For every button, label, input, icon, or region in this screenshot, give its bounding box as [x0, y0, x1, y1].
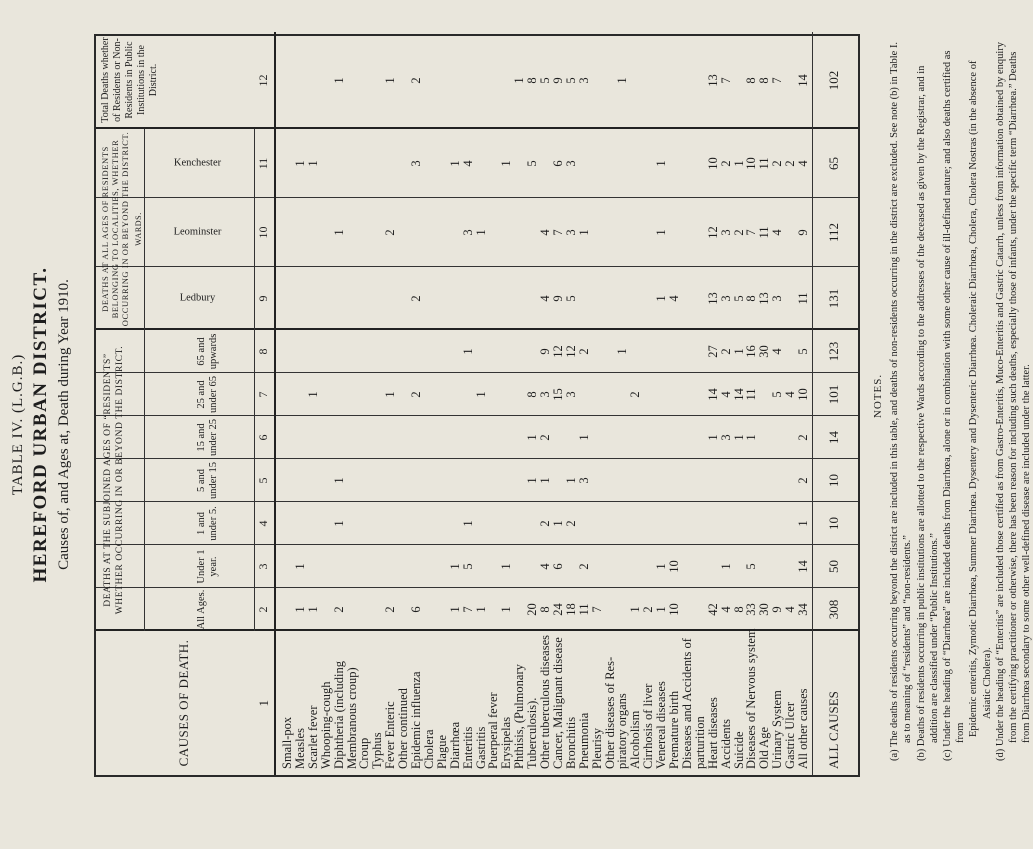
table-cell: 4: [718, 606, 733, 613]
table-cell: 2: [576, 563, 591, 570]
table-cell: 4: [538, 563, 552, 570]
table-cell: 27: [705, 345, 720, 358]
table-cell: 2: [409, 77, 423, 84]
table-cell: 1: [615, 348, 630, 355]
column-number: 11: [256, 157, 270, 170]
table-cell: 18: [563, 603, 578, 616]
table-cell: 3: [576, 477, 591, 484]
table-cell: 14: [705, 388, 720, 401]
cause-label: Erysipelas: [499, 716, 514, 769]
table-cell: 10: [796, 388, 810, 401]
table-cell: 16: [744, 345, 759, 358]
cause-label: Measles: [292, 728, 307, 769]
table-cell: 5: [525, 160, 540, 167]
table-cell: 9: [770, 606, 785, 613]
table-subtitle: Causes of, and Ages at, Death during Year 1910.: [56, 279, 72, 570]
cause-label: Accidents: [718, 719, 733, 769]
cause-label: Whooping-cough: [318, 681, 333, 769]
table-cell: 1: [718, 563, 733, 570]
table-cell: 5: [460, 563, 475, 570]
column-number: 10: [256, 226, 270, 239]
cause-label: Other diseases of Res-: [602, 656, 617, 769]
table-cell: 10: [667, 560, 681, 573]
table-cell: 1: [473, 229, 488, 236]
cause-label: Cholera: [421, 729, 436, 769]
table-cell: 8: [538, 606, 552, 613]
table-cell: 1: [383, 391, 398, 398]
totals-cell: 10: [826, 474, 841, 487]
table-cell: 1: [331, 520, 346, 527]
table-cell: 3: [718, 295, 733, 302]
column-number: 8: [256, 348, 270, 355]
table-cell: 4: [538, 229, 552, 236]
table-cell: 2: [718, 348, 733, 355]
cause-label: Epidemic influenza: [409, 671, 423, 769]
table-cell: 2: [383, 229, 398, 236]
table-cell: 1: [499, 563, 514, 570]
table-cell: 1: [563, 477, 578, 484]
totals-cell: 131: [826, 288, 841, 309]
table-cell: 2: [718, 160, 733, 167]
table-cell: 12: [563, 345, 578, 358]
age-column-header: All Ages.: [196, 589, 207, 630]
table-cell: 7: [589, 606, 604, 613]
table-cell: 4: [783, 391, 798, 398]
table-cell: 2: [383, 606, 398, 613]
table-cell: 1: [331, 477, 346, 484]
table-cell: 14: [731, 388, 746, 401]
table-cell: 10: [705, 157, 720, 170]
table-cell: 1: [731, 434, 746, 441]
table-cell: 11: [757, 226, 772, 239]
cause-label: Alcoholism: [628, 710, 643, 769]
cause-label: Croup: [357, 737, 372, 769]
cause-label: piratory organs: [615, 693, 630, 769]
table-cell: 4: [770, 348, 785, 355]
table-cell: 1: [796, 520, 810, 527]
table-cell: 4: [783, 606, 798, 613]
table-cell: 12: [705, 226, 720, 239]
table-cell: 1: [292, 160, 307, 167]
cause-label: Pleurisy: [589, 728, 604, 769]
table-cell: 1: [628, 606, 643, 613]
table-cell: 42: [705, 603, 720, 616]
table-cell: 10: [744, 157, 759, 170]
cause-label: Cirrhosis of liver: [641, 683, 656, 769]
ward-column-header: Ledbury: [179, 293, 216, 304]
table-cell: 1: [654, 295, 669, 302]
table-cell: 2: [796, 434, 810, 441]
cause-label: Gastric Ulcer: [783, 702, 798, 769]
cause-label: Pneumonia: [576, 712, 591, 769]
cause-label: Other tuberculous diseases: [538, 635, 552, 769]
table-cell: 3: [576, 77, 591, 84]
table-cell: 4: [667, 295, 681, 302]
cause-label: Puerperal fever: [486, 692, 501, 769]
table-cell: 1: [473, 606, 488, 613]
table-cell: 1: [331, 77, 346, 84]
table-cell: 1: [499, 606, 514, 613]
table-cell: 12: [550, 345, 565, 358]
table-cell: 1: [292, 606, 307, 613]
age-column-header: 15 and under 25: [196, 418, 219, 457]
table-cell: 30: [757, 603, 772, 616]
table-cell: 2: [628, 391, 643, 398]
table-cell: 10: [667, 603, 681, 616]
note-d: (d) Under the heading of “Enteritis” are included those certified as from Gastro-Enteritis, Muco-Enteritis and Gastric Catarrh, unless from information obtained by enquiry from the certifying practitioner or otherwise, there has been reason for including such deaths, especially those of infants, under the specific term “Diarrhœa.” Deaths from Diarrhœa secondary to some other well-defined disease are included under the latter.: [994, 41, 1033, 761]
note-a: (a) The deaths of residents occurring beyond the district are included in this table, and deaths of non-residents occurring in the district are excluded. See note (b) in Table I. as to meaning of “residents” and “non-residents.”: [889, 41, 914, 761]
table-cell: 8: [731, 606, 746, 613]
table-cell: 1: [460, 348, 475, 355]
table-cell: 2: [783, 160, 798, 167]
table-cell: 3: [718, 434, 733, 441]
totals-cell: 50: [826, 560, 841, 573]
column-number: 3: [256, 563, 270, 570]
wards-label: WARDS.: [134, 212, 143, 246]
table-cell: 4: [770, 229, 785, 236]
totals-cell: 308: [826, 599, 841, 620]
table-cell: 11: [576, 603, 591, 616]
table-cell: 3: [409, 160, 423, 167]
table-cell: 2: [796, 477, 810, 484]
table-cell: 7: [460, 606, 475, 613]
cause-label: parturition: [692, 716, 707, 769]
causes-column-header: CAUSES OF DEATH.: [176, 639, 191, 767]
cause-label: Gastritis: [473, 726, 488, 769]
table-cell: 1: [654, 229, 669, 236]
table-cell: 5: [731, 295, 746, 302]
table-cell: 3: [563, 160, 578, 167]
cause-label: Suicide: [731, 731, 746, 769]
cause-label: Diseases of Nervous system: [744, 628, 759, 769]
cause-label: Urinary System: [770, 690, 785, 769]
table-cell: 5: [744, 563, 759, 570]
table-cell: 2: [331, 606, 346, 613]
district-title: HEREFORD URBAN DISTRICT.: [30, 266, 51, 583]
totals-label: ALL CAUSES: [826, 691, 841, 769]
table-cell: 9: [550, 77, 565, 84]
table-cell: 1: [512, 77, 527, 84]
table-cell: 4: [796, 160, 810, 167]
table-cell: 3: [538, 391, 552, 398]
table-cell: 30: [757, 345, 772, 358]
table-cell: 8: [744, 77, 759, 84]
table-cell: 5: [563, 77, 578, 84]
table-cell: 1: [525, 434, 540, 441]
table-cell: 2: [409, 295, 423, 302]
totals-cell: 112: [826, 222, 841, 243]
cause-label: Membranous croup): [344, 667, 359, 769]
cause-label: Venereal diseases: [654, 681, 669, 769]
table-cell: 1: [383, 77, 398, 84]
table-cell: 11: [744, 388, 759, 401]
age-column-header: 5 and under 15: [196, 461, 219, 500]
cause-label: Premature birth: [667, 690, 681, 769]
table-cell: 13: [757, 292, 772, 305]
totals-cell: 102: [826, 70, 841, 91]
column-number: 4: [256, 520, 270, 527]
table-cell: 1: [305, 391, 320, 398]
table-cell: 5: [796, 348, 810, 355]
table-cell: 8: [525, 77, 540, 84]
cause-label: Diarrhœa: [447, 721, 462, 769]
table-cell: 9: [796, 229, 810, 236]
table-cell: 13: [705, 292, 720, 305]
table-cell: 6: [550, 563, 565, 570]
table-cell: 8: [744, 295, 759, 302]
cause-label: Other continued: [396, 688, 411, 769]
table-cell: 1: [731, 160, 746, 167]
table-cell: 3: [563, 391, 578, 398]
table-cell: 4: [718, 391, 733, 398]
table-cell: 1: [731, 348, 746, 355]
age-column-header: 65 and upwards: [196, 333, 219, 370]
column-number: 6: [256, 434, 270, 441]
table-cell: 1: [447, 606, 462, 613]
column-number: 12: [256, 74, 270, 87]
table-cell: 14: [796, 74, 810, 87]
table-cell: 7: [770, 77, 785, 84]
table-cell: 1: [705, 434, 720, 441]
cause-label: Plague: [434, 734, 449, 769]
cause-label: Fever Enteric: [383, 701, 398, 769]
table-cell: 33: [744, 603, 759, 616]
cause-label: All other causes: [796, 688, 810, 769]
table-cell: 7: [718, 77, 733, 84]
table-cell: 1: [292, 563, 307, 570]
totals-cell: 123: [826, 341, 841, 362]
table-cell: 1: [305, 606, 320, 613]
table-cell: 14: [796, 560, 810, 573]
table-cell: 11: [757, 157, 772, 170]
table-cell: 1: [550, 520, 565, 527]
cause-label: Diseases and Accidents of: [679, 638, 694, 769]
table-cell: 2: [576, 348, 591, 355]
table-cell: 11: [796, 292, 810, 305]
table-cell: 2: [770, 160, 785, 167]
column-number: 1: [256, 699, 271, 707]
table-cell: 3: [770, 295, 785, 302]
table-cell: 4: [538, 295, 552, 302]
mortality-table: [94, 34, 860, 777]
table-cell: 1: [576, 229, 591, 236]
cause-label: Bronchitis: [563, 716, 578, 769]
table-number: TABLE IV. (L.G.B.): [10, 353, 26, 496]
column-number: 2: [256, 606, 270, 613]
cause-label: Heart diseases: [705, 697, 720, 769]
table-cell: 1: [447, 160, 462, 167]
table-cell: 8: [757, 77, 772, 84]
ward-column-header: Leominster: [173, 227, 222, 238]
total-column-header: Total Deaths whether of Residents or Non-Residents in Public Institutions in the District.: [100, 37, 159, 123]
table-cell: 3: [718, 229, 733, 236]
column-number: 9: [256, 295, 270, 302]
table-cell: 6: [409, 606, 423, 613]
table-cell: 1: [460, 520, 475, 527]
age-column-header: 25 and under 65: [196, 375, 219, 414]
totals-cell: 65: [826, 157, 841, 170]
table-cell: 1: [615, 77, 630, 84]
table-cell: 7: [744, 229, 759, 236]
table-cell: 5: [770, 391, 785, 398]
table-cell: 1: [473, 391, 488, 398]
table-cell: 2: [538, 434, 552, 441]
table-cell: 9: [538, 348, 552, 355]
table-cell: 2: [563, 520, 578, 527]
cause-label: Cancer, Malignant disease: [550, 637, 565, 769]
totals-cell: 14: [826, 431, 841, 444]
totals-cell: 10: [826, 517, 841, 530]
table-cell: 5: [563, 295, 578, 302]
cause-label: Tuberculosis).: [525, 697, 540, 769]
table-cell: 1: [305, 160, 320, 167]
table-cell: 5: [538, 77, 552, 84]
wards-group-header: DEATHS AT ALL AGES OF RESIDENTS BELONGING TO LOCALITIES, WHETHER OCCURRING IN OR BEYOND THE DISTRICT.: [100, 131, 130, 327]
table-cell: 3: [460, 229, 475, 236]
note-b: (b) Deaths of residents occurring in public institutions are allotted to the respective Wards according to the addresses of the deceased as given by the Registrar, and in addition are classified under “Public Institutions.”: [915, 65, 940, 761]
table-cell: 8: [525, 391, 540, 398]
table-cell: 15: [550, 388, 565, 401]
table-cell: 6: [550, 160, 565, 167]
notes-section: [872, 31, 1033, 761]
table-cell: 3: [563, 229, 578, 236]
column-number: 7: [256, 391, 270, 398]
table-cell: 13: [705, 74, 720, 87]
table-cell: 1: [331, 229, 346, 236]
notes-title: NOTES.: [872, 373, 884, 419]
cause-label: Scarlet fever: [305, 705, 320, 769]
table-cell: 1: [654, 606, 669, 613]
age-column-header: Under 1 year.: [196, 549, 219, 584]
table-cell: 1: [576, 434, 591, 441]
table-cell: 7: [550, 229, 565, 236]
ward-column-header: Kenchester: [173, 158, 222, 169]
totals-cell: 101: [826, 384, 841, 405]
table-cell: 1: [744, 434, 759, 441]
table-cell: 2: [409, 391, 423, 398]
cause-label: Typhus: [370, 732, 385, 769]
table-cell: 1: [654, 563, 669, 570]
note-c: (c) Under the heading of “Diarrhœa” are included deaths from Diarrhœa, alone or in combination with some other cause of ill-defined nature; and also deaths certified as from: [942, 50, 967, 761]
table-cell: 9: [550, 295, 565, 302]
table-cell: 4: [460, 160, 475, 167]
age-column-header: 1 and under 5.: [196, 506, 219, 541]
table-cell: 2: [731, 229, 746, 236]
table-cell: 1: [525, 477, 540, 484]
cause-label: Old Age: [757, 726, 772, 769]
table-cell: 1: [447, 563, 462, 570]
table-cell: 2: [538, 520, 552, 527]
table-cell: 24: [550, 603, 565, 616]
table-cell: 1: [654, 160, 669, 167]
table-cell: 20: [525, 603, 540, 616]
table-cell: 2: [641, 606, 656, 613]
cause-label: Enteritis: [460, 726, 475, 769]
column-number: 5: [256, 477, 270, 484]
table-cell: 1: [499, 160, 514, 167]
cause-label: Small-pox: [280, 716, 294, 769]
cause-label: Phthisis, (Pulmonary: [512, 664, 527, 769]
note-c-list: Epidemic enteritis, Zymotic Diarrhœa, Summer Diarrhœa. Dysentery and Dysenteric Diarrhœa. Choleraic Diarrhœa, Cholera, Cholera Nostras (in the absence of Asiatic Cholera).: [968, 60, 993, 737]
ages-group-header: DEATHS AT THE SUBJOINED AGES OF “RESIDENTS” WHETHER OCCURRING IN OR BEYOND THE DISTRICT.: [103, 345, 125, 615]
table-cell: 1: [538, 477, 552, 484]
table-cell: 34: [796, 603, 810, 616]
cause-label: Diphtheria (including: [331, 661, 346, 769]
